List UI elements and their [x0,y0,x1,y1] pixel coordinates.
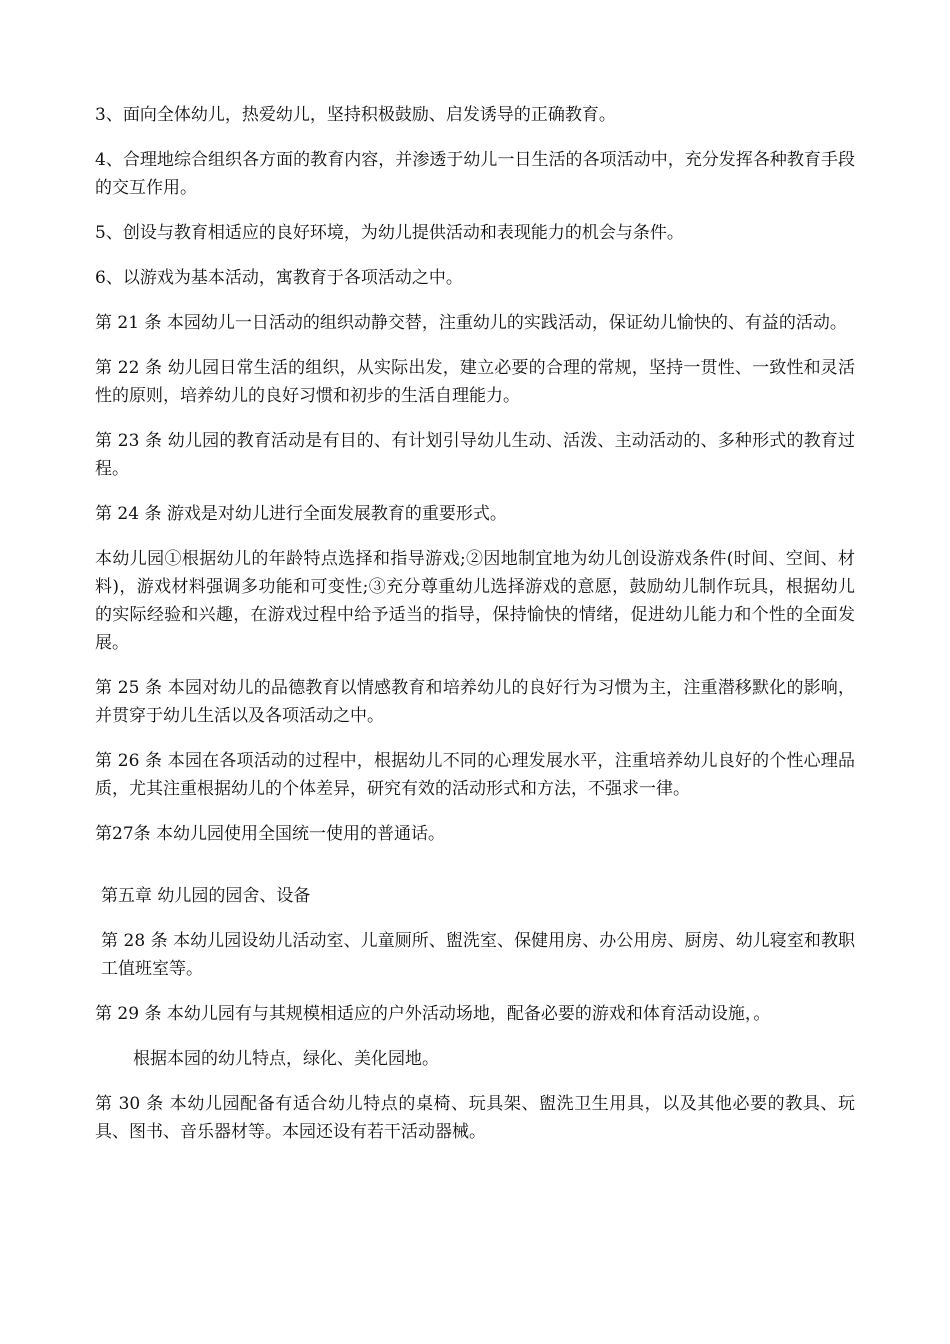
paragraph-item-6: 6、以游戏为基本活动，寓教育于各项活动之中。 [95,268,463,288]
paragraph-article-24-detail: 本幼儿园①根据幼儿的年龄特点选择和指导游戏;②因地制宜地为幼儿创设游戏条件(时间、空间、材料)，游戏材料强调多功能和可变性;③充分尊重幼儿选择游戏的意愿，鼓励幼儿制作玩具，根据幼儿的实际经验和兴趣，在游戏过程中给予适当的指导，保持愉快的情绪，促进幼儿能力和个性的全面发展。 [95,549,855,653]
paragraph-article-29: 第 29 条 本幼儿园有与其规模相适应的户外活动场地，配备必要的游戏和体育活动设施，。 [95,1004,771,1024]
paragraph-item-4: 4、合理地综合组织各方面的教育内容，并渗透于幼儿一日生活的各项活动中，充分发挥各种教育手段的交互作用。 [95,150,855,198]
paragraph-item-3: 3、面向全体幼儿，热爱幼儿，坚持积极鼓励、启发诱导的正确教育。 [95,105,616,125]
paragraph-article-24: 第 24 条 游戏是对幼儿进行全面发展教育的重要形式。 [95,504,507,524]
paragraph-article-27: 第27条 本幼儿园使用全国统一使用的普通话。 [95,824,446,844]
paragraph-article-28: 第 28 条 本幼儿园设幼儿活动室、儿童厕所、盥洗室、保健用房、办公用房、厨房、幼儿寝室和教职工值班室等。 [101,931,855,979]
document-body [95,101,855,1163]
paragraph-article-26: 第 26 条 本园在各项活动的过程中，根据幼儿不同的心理发展水平，注重培养幼儿良好的个性心理品质，尤其注重根据幼儿的个体差异，研究有效的活动形式和方法，不强求一律。 [95,751,855,799]
paragraph-article-29-continued: 根据本园的幼儿特点，绿化、美化园地。 [133,1049,439,1069]
chapter-heading: 第五章 幼儿园的园舍、设备 [101,886,311,906]
paragraph-article-22: 第 22 条 幼儿园日常生活的组织，从实际出发，建立必要的合理的常规，坚持一贯性、一致性和灵活性的原则，培养幼儿的良好习惯和初步的生活自理能力。 [95,358,855,406]
paragraph-article-25: 第 25 条 本园对幼儿的品德教育以情感教育和培养幼儿的良好行为习惯为主，注重潜移默化的影响，并贯穿于幼儿生活以及各项活动之中。 [95,678,855,726]
paragraph-item-5: 5、创设与教育相适应的良好环境，为幼儿提供活动和表现能力的机会与条件。 [95,223,684,243]
paragraph-article-21: 第 21 条 本园幼儿一日活动的组织动静交替，注重幼儿的实践活动，保证幼儿愉快的、有益的活动。 [95,313,847,333]
paragraph-article-30: 第 30 条 本幼儿园配备有适合幼儿特点的桌椅、玩具架、盥洗卫生用具，以及其他必要的教具、玩具、图书、音乐器材等。本园还设有若干活动器械。 [95,1094,855,1142]
paragraph-article-23: 第 23 条 幼儿园的教育活动是有目的、有计划引导幼儿生动、活泼、主动活动的、多种形式的教育过程。 [95,431,855,479]
